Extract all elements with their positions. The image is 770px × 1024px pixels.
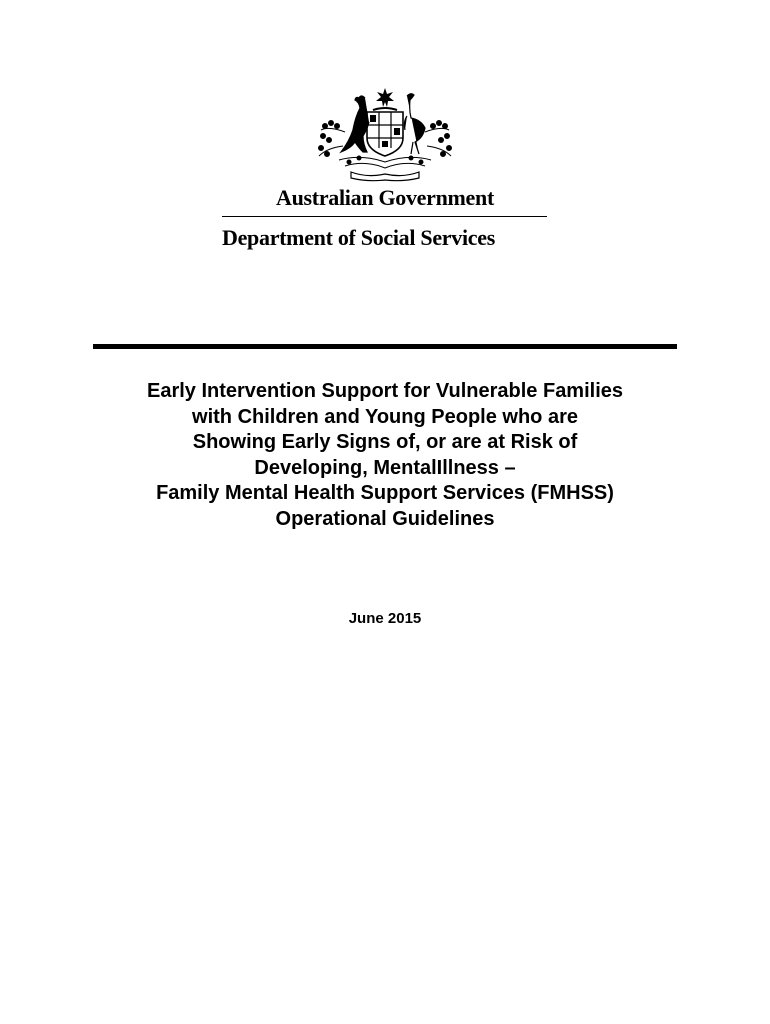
government-name: Australian Government: [276, 185, 494, 210]
title-line: Family Mental Health Support Services (FMHSS): [156, 482, 614, 505]
header-divider: [222, 216, 547, 217]
coat-of-arms-icon: [315, 86, 455, 182]
title-line: Showing Early Signs of, or are at Risk of: [192, 431, 578, 454]
title-line: Developing, MentalIllness –: [254, 456, 516, 479]
title-line: Operational Guidelines: [275, 507, 495, 530]
title-divider: [93, 344, 677, 349]
department-name: Department of Social Services: [222, 225, 495, 250]
document-date: June 2015: [348, 610, 422, 627]
document-title: [60, 379, 710, 533]
title-line: with Children and Young People who are: [192, 405, 578, 428]
title-line: Early Intervention Support for Vulnerable Families: [146, 380, 624, 402]
